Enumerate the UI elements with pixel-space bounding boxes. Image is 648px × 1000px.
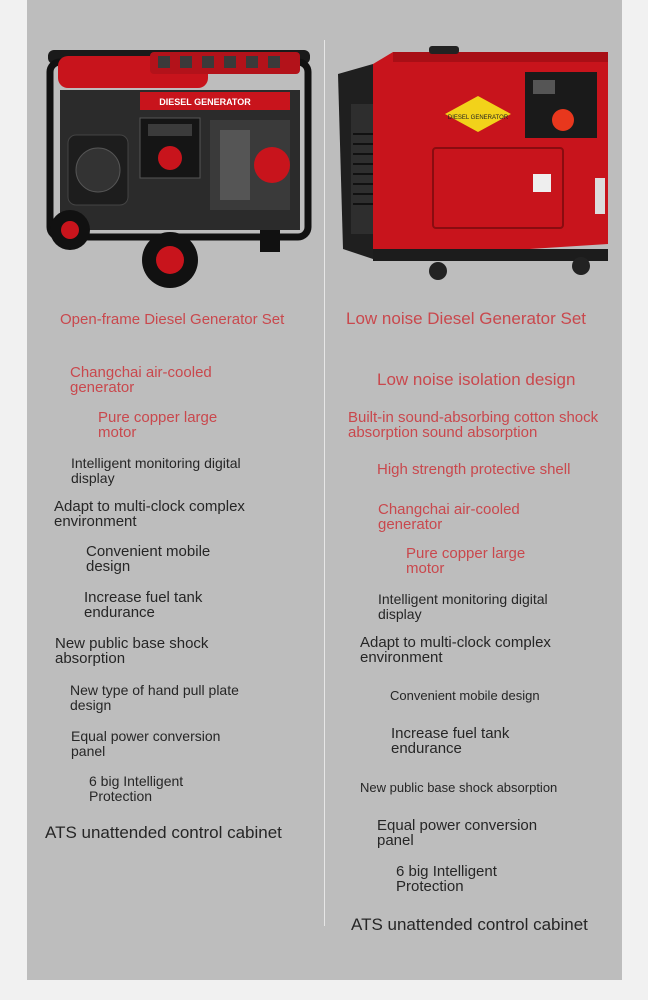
right-feature: Adapt to multi-clock complex environment xyxy=(360,634,551,666)
right-column-title: Low noise Diesel Generator Set xyxy=(346,309,587,328)
generator-logo-text: DIESEL GENERATOR xyxy=(447,115,509,121)
left-feature: New type of hand pull plate design xyxy=(70,682,239,713)
left-feature: Pure copper large motor xyxy=(98,409,218,441)
right-feature: Low noise isolation design xyxy=(377,370,576,389)
right-feature: ATS unattended control cabinet xyxy=(351,915,588,934)
left-feature: Intelligent monitoring digital display xyxy=(71,455,241,486)
left-feature: Increase fuel tank endurance xyxy=(84,589,203,621)
left-feature: Changchai air-cooled generator xyxy=(70,364,212,396)
right-feature: Built-in sound-absorbing cotton shock absorption sound absorption xyxy=(348,409,599,441)
left-feature: Equal power conversion panel xyxy=(71,728,221,759)
right-feature: High strength protective shell xyxy=(377,461,571,478)
left-column-title: Open-frame Diesel Generator Set xyxy=(60,311,285,328)
column-divider xyxy=(324,40,325,926)
right-feature: Convenient mobile design xyxy=(390,688,540,703)
open-frame-generator-image xyxy=(40,40,320,295)
right-feature: Equal power conversion panel xyxy=(377,817,538,849)
right-feature: Intelligent monitoring digital display xyxy=(378,591,548,622)
left-feature: New public base shock absorption xyxy=(55,635,209,667)
silent-generator-image xyxy=(333,44,615,284)
left-feature: Adapt to multi-clock complex environment xyxy=(54,498,245,530)
right-feature: 6 big Intelligent Protection xyxy=(396,863,497,895)
right-feature: New public base shock absorption xyxy=(360,780,558,795)
left-feature: 6 big Intelligent Protection xyxy=(89,773,184,804)
right-feature: Changchai air-cooled generator xyxy=(378,501,520,533)
right-feature: Increase fuel tank endurance xyxy=(391,725,510,757)
left-feature: Convenient mobile design xyxy=(86,543,211,575)
right-feature: Pure copper large motor xyxy=(406,545,526,577)
left-feature: ATS unattended control cabinet xyxy=(45,823,282,842)
generator-label: DIESEL GENERATOR xyxy=(159,97,251,107)
